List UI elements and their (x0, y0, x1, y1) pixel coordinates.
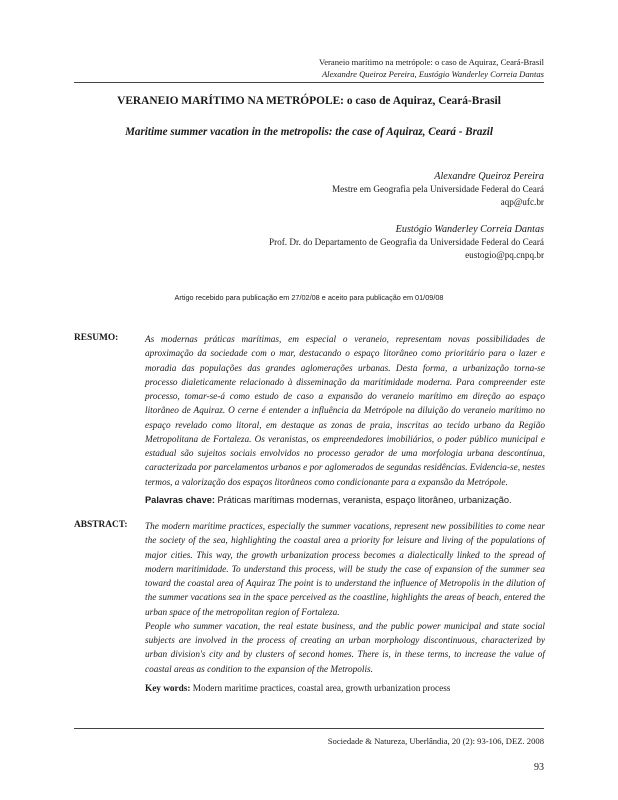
author-affiliation: Mestre em Geografia pela Universidade Federal do Ceará (332, 184, 544, 195)
title-portuguese: VERANEIO MARÍTIMO NA METRÓPOLE: o caso de Aquiraz, Ceará-Brasil (117, 95, 501, 107)
author-name: Alexandre Queiroz Pereira (434, 171, 544, 182)
abstract-label: ABSTRACT: (74, 520, 128, 530)
keywords-en (145, 684, 545, 694)
keywords-pt-label: Palavras chave: (145, 495, 215, 505)
abstract-text (145, 520, 545, 677)
author-name: Eustógio Wanderley Correia Dantas (395, 224, 544, 235)
running-header-title: Veraneio marítimo na metrópole: o caso de Aquiraz, Ceará-Brasil (318, 57, 544, 67)
keywords-pt-values: Práticas marítimas modernas, veranista, espaço litorâneo, urbanização. (217, 495, 512, 505)
running-header-authors: Alexandre Queiroz Pereira, Eustógio Wanderley Correia Dantas (321, 69, 544, 79)
author-email: aqp@ufc.br (500, 197, 544, 208)
running-header (319, 56, 544, 80)
received-note: Artigo recebido para publicação em 27/02/08 e aceito para publicação em 01/09/08 (174, 293, 444, 302)
journal-footer: Sociedade & Natureza, Uberlândia, 20 (2): 93-106, DEZ. 2008 (327, 736, 544, 746)
abstract-paragraph-1: The modern maritime practices, especially the summer vacations, represent new possibilities to come near the society of the sea, highlighting the coastal area a priority for leisure and living of the populations of major cities. This way, the growth urbanization process becomes a dialectically linked to the spread of modern maritimidade. To understand this process, will be study the case of expansion of the summer sea toward the coastal area of Aquiraz The point is to understand the influence of Metropolis in the dilution of the summer vacations sea in the space perceived as the coastline, highlights the areas of beach, entered the urban space of the metropolitan region of Fortaleza. (145, 522, 545, 618)
title-english: Maritime summer vacation in the metropolis: the case of Aquiraz, Ceará - Brazil (125, 126, 493, 138)
keywords-en-values: Modern maritime practices, coastal area, growth urbanization process (192, 684, 451, 694)
footer-rule (74, 728, 544, 729)
page-number: 93 (534, 762, 544, 773)
author-block-2 (269, 223, 544, 263)
author-email: eustogio@pq.cnpq.br (465, 250, 544, 261)
keywords-en-label: Key words: (145, 684, 191, 694)
author-block-1 (332, 170, 544, 210)
resumo-label: RESUMO: (74, 333, 119, 343)
header-rule (74, 82, 544, 83)
keywords-pt (145, 495, 545, 505)
abstract-paragraph-2: People who summer vacation, the real estate business, and the public power municipal and state social subjects are involved in the process of creating an urban morphology discontinuous, characterized by urban division's city and by clusters of second homes. There is, in these terms, to increase the value of coastal areas as condition to the expansion of the Metropolis. (145, 621, 545, 675)
resumo-text: As modernas práticas marítimas, em especial o veraneio, representam novas possibilidades de aproximação da sociedade com o mar, destacando o espaço litorâneo como prioritário para o lazer e moradia das populações das grandes aglomerações urbanas. Desta forma, a urbanização torna-se processo dialeticamente relacionado à disseminação da maritimidade moderna. Para compreender este processo, tomar-se-á como estudo de caso a expansão do veraneio marítimo em direção ao espaço litorâneo de Aquiraz. O cerne é entender a influência da Metrópole na diluição do veraneio marítimo no espaço revelado como litoral, em destaque as zonas de praia, inscritas ao tecido urbano da Região Metropolitana de Fortaleza. Os veranistas, os empreendedores imobiliários, o poder público municipal e estadual são sujeitos sociais envolvidos no processo gerador de uma morfologia urbana descontínua, caracterizada por parcelamentos urbanos e por aglomerados de segundas residências. Evidencia-se, nestes termos, a valorização dos espaços litorâneos como condicionante para a expansão da Metrópole. (145, 335, 545, 488)
author-affiliation: Prof. Dr. do Departamento de Geografia da Universidade Federal do Ceará (268, 237, 544, 248)
